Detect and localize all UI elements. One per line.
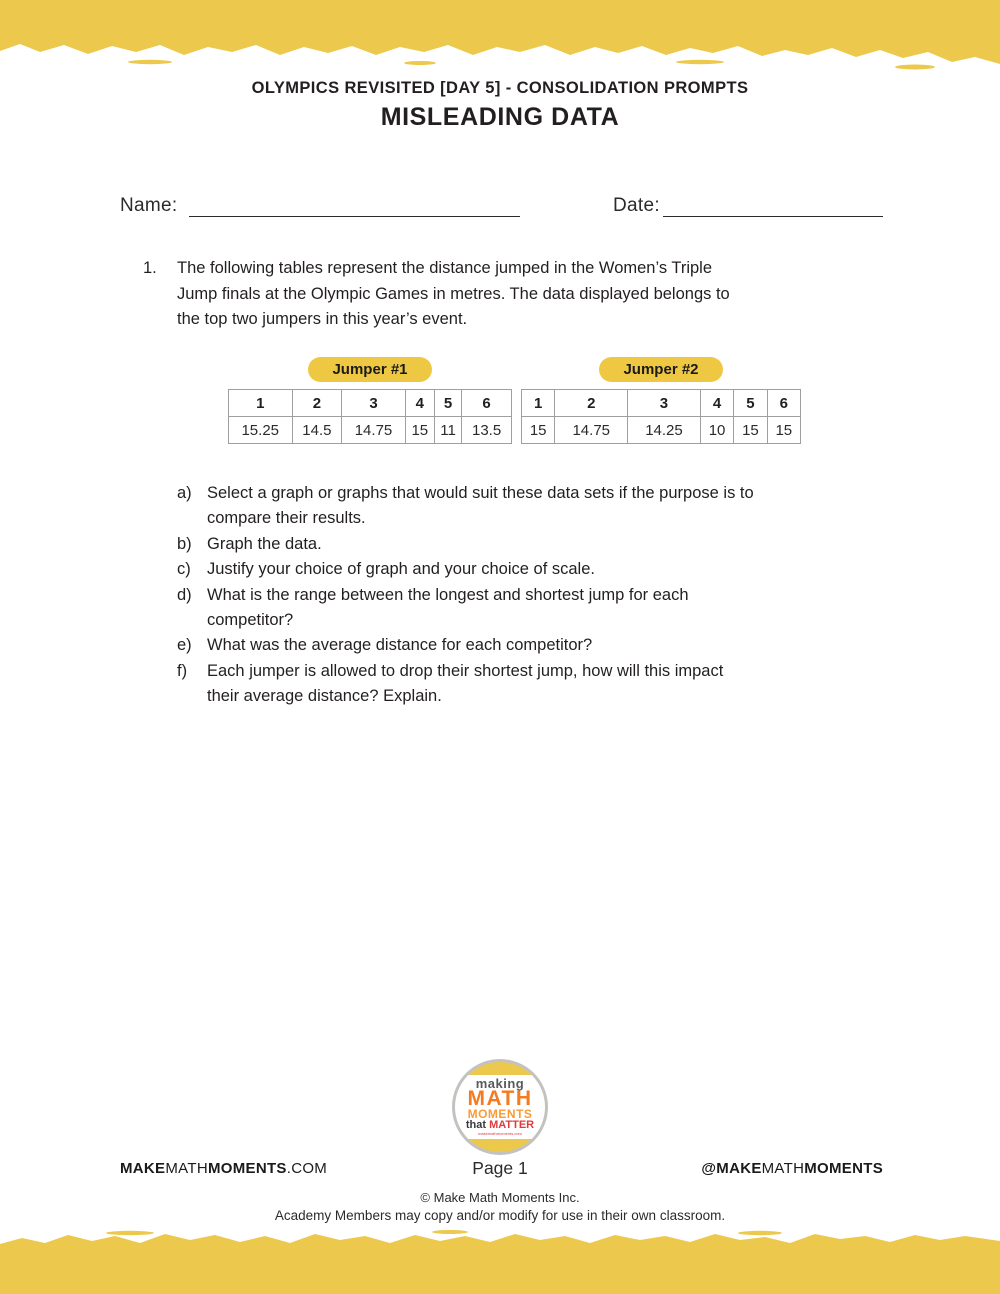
make-math-moments-logo: [452, 1059, 548, 1155]
subquestion-e: [177, 633, 917, 658]
jumper2-table-group: [521, 357, 801, 444]
distance-cell: 15: [522, 417, 555, 444]
question-line: The following tables represent the distance jumped in the Women’s Triple: [177, 259, 713, 277]
question-text: [177, 256, 907, 333]
attempt-header: 4: [700, 390, 733, 417]
name-label: Name:: [120, 195, 178, 216]
distance-cell: 15: [405, 417, 434, 444]
logo-moments-text: MOMENTS: [467, 1106, 533, 1121]
question-line: the top two jumpers in this year’s event.: [177, 310, 468, 328]
subquestion-letter: a): [177, 484, 192, 502]
subquestion-letter: c): [177, 560, 191, 579]
attempt-header: 1: [229, 390, 293, 417]
distance-cell: 14.25: [628, 417, 701, 444]
subquestion-letter: e): [177, 636, 192, 655]
subquestion-line: Select a graph or graphs that would suit these data sets if the purpose is to: [207, 484, 754, 502]
jumper1-table-group: [228, 357, 512, 444]
subquestion-letter: d): [177, 585, 192, 604]
attempt-header: 2: [292, 390, 342, 417]
subquestion-line: What is the range between the longest and shortest jump for each: [207, 585, 689, 604]
table-header-row: [522, 390, 801, 417]
distance-cell: 13.5: [462, 417, 512, 444]
page-title: MISLEADING DATA: [380, 103, 620, 131]
attempt-header: 5: [734, 390, 767, 417]
attempt-header: 3: [342, 390, 406, 417]
table-header-row: [229, 390, 512, 417]
date-blank-line: [663, 216, 883, 217]
question-line: Jump finals at the Olympic Games in metres. The data displayed belongs to: [177, 284, 730, 303]
top-brush-stroke: [0, 0, 1000, 72]
attempt-header: 3: [628, 390, 701, 417]
distance-cell: 15.25: [229, 417, 293, 444]
distance-cell: 15: [734, 417, 767, 444]
subquestion-line: compare their results.: [207, 509, 366, 528]
question-number: 1.: [143, 259, 157, 277]
table-value-row: [229, 417, 512, 444]
distance-cell: 14.5: [292, 417, 342, 444]
subquestion-list: [177, 481, 917, 710]
subquestion-line: Graph the data.: [207, 534, 322, 553]
distance-cell: 10: [700, 417, 733, 444]
jumper2-label-pill: Jumper #2: [599, 357, 722, 382]
subquestion-line: Each jumper is allowed to drop their shortest jump, how will this impact: [207, 661, 724, 680]
logo-text-band: [452, 1075, 548, 1139]
copyright-text: © Make Math Moments Inc.: [420, 1190, 580, 1205]
attempt-header: 4: [405, 390, 434, 417]
subquestion-letter: f): [177, 661, 188, 680]
distance-cell: 14.75: [555, 417, 628, 444]
date-label: Date:: [613, 195, 660, 216]
attempt-header: 6: [462, 390, 512, 417]
subquestion-line: What was the average distance for each competitor?: [207, 636, 593, 655]
subquestion-line: their average distance? Explain.: [207, 687, 442, 706]
worksheet-subtitle: OLYMPICS REVISITED [DAY 5] - CONSOLIDATION PROMPTS: [251, 79, 749, 97]
subquestion-a: [177, 481, 917, 532]
distance-cell: 11: [434, 417, 461, 444]
bottom-brush-stroke: [0, 1228, 1000, 1294]
footer-social-handle: @MAKEMATHMOMENTS: [701, 1160, 883, 1177]
subquestion-d: [177, 583, 917, 634]
subquestion-line: competitor?: [207, 611, 294, 630]
logo-that-matter-text: that MATTER: [465, 1118, 535, 1131]
jumper1-table: [228, 389, 512, 444]
name-blank-line: [189, 216, 520, 217]
license-text: Academy Members may copy and/or modify for use in their own classroom.: [274, 1208, 726, 1223]
page-number: Page 1: [472, 1158, 528, 1178]
attempt-header: 6: [767, 390, 800, 417]
subquestion-f: [177, 659, 917, 710]
table-value-row: [522, 417, 801, 444]
subquestion-b: [177, 532, 917, 557]
subquestion-line: Justify your choice of graph and your choice of scale.: [207, 560, 595, 579]
jumper2-table: [521, 389, 801, 444]
attempt-header: 5: [434, 390, 461, 417]
logo-url-text: makemathmoments.com: [478, 1130, 522, 1136]
attempt-header: 1: [522, 390, 555, 417]
footer-website: MAKEMATHMOMENTS.COM: [120, 1160, 328, 1177]
distance-cell: 14.75: [342, 417, 406, 444]
logo-making-text: making: [475, 1075, 525, 1091]
attempt-header: 2: [555, 390, 628, 417]
logo-math-text: MATH: [467, 1086, 533, 1110]
distance-cell: 15: [767, 417, 800, 444]
subquestion-c: [177, 557, 917, 582]
subquestion-letter: b): [177, 534, 192, 553]
jumper1-label-pill: Jumper #1: [308, 357, 431, 382]
